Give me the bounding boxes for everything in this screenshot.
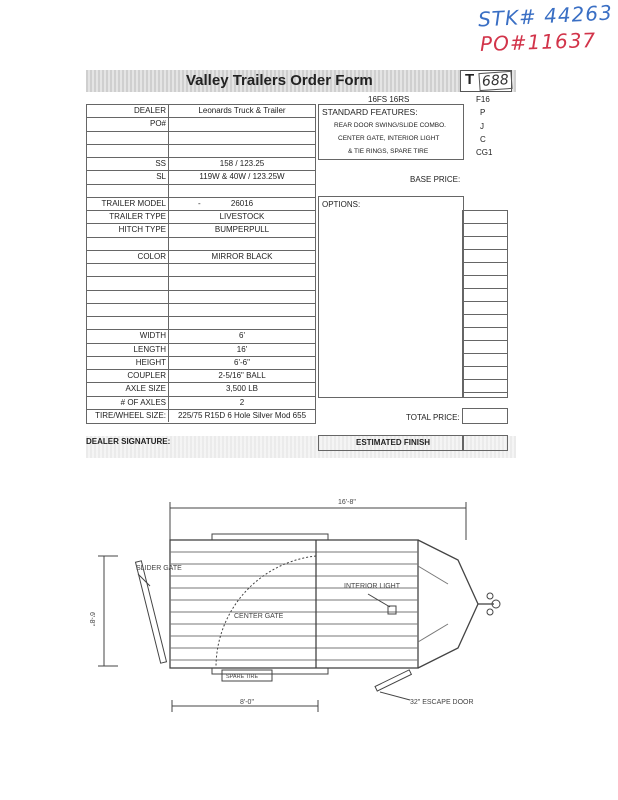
floor-slats — [170, 552, 418, 660]
escape-door-label: 32" ESCAPE DOOR — [410, 699, 474, 706]
overall-length-label: 16'-8" — [338, 499, 356, 506]
field-value: 6'-6" — [234, 357, 250, 367]
feature-code-4: CG1 — [476, 148, 493, 157]
interior-light-box — [388, 606, 396, 614]
feature-line-2: CENTER GATE, INTERIOR LIGHT — [338, 135, 440, 142]
field-value: 158 / 123.25 — [219, 159, 265, 168]
field-value: 26016 — [230, 198, 254, 208]
field-label: LENGTH — [133, 344, 166, 354]
field-label: TIRE/WHEEL SIZE: — [95, 410, 166, 420]
slider-gate-label: SLIDER GATE — [136, 565, 182, 572]
feature-line-3: & TIE RINGS, SPARE TIRE — [348, 148, 429, 155]
field-value: 2 — [239, 397, 245, 407]
field-label: SL — [156, 172, 166, 182]
escape-door-leader — [380, 692, 410, 700]
base-price-label: BASE PRICE: — [410, 175, 461, 184]
center-gate-label: CENTER GATE — [234, 613, 284, 620]
fender-top — [212, 534, 328, 540]
spare-tire-label: SPARE TIRE — [226, 674, 259, 680]
field-value: MIRROR BLACK — [211, 251, 273, 261]
field-label: DEALER — [133, 106, 166, 115]
field-label: SS — [155, 159, 166, 168]
field-value: 6' — [239, 331, 245, 341]
field-value: 2-5/16" BALL — [218, 371, 266, 380]
interior-light-label: INTERIOR LIGHT — [344, 583, 401, 590]
field-value: Leonards Truck & Trailer — [198, 106, 286, 115]
total-price-label: TOTAL PRICE: — [406, 413, 460, 422]
field-label: AXLE SIZE — [125, 384, 166, 394]
field-value: 16' — [236, 344, 248, 354]
po-number-handwriting: PO#11637 — [479, 27, 597, 57]
field-label: COUPLER — [127, 371, 166, 380]
trailer-body — [170, 540, 418, 668]
order-number: 688 — [478, 71, 512, 91]
field-value: 225/75 R15D 6 Hole Silver Mod 655 — [177, 410, 307, 420]
field-value: LIVESTOCK — [219, 212, 265, 221]
feature-line-1: REAR DOOR SWING/SLIDE COMBO. — [334, 122, 446, 129]
form-title: Valley Trailers Order Form — [186, 72, 373, 89]
field-label: HEIGHT — [135, 357, 166, 367]
model-codes-right: F16 — [476, 95, 490, 104]
field-value: 3,500 LB — [225, 384, 259, 394]
standard-features-heading: STANDARD FEATURES: — [322, 107, 418, 117]
options-label: OPTIONS: — [322, 200, 361, 209]
field-label: # OF AXLES — [120, 397, 166, 407]
width-label: 6'-8" — [88, 612, 95, 626]
dealer-signature-label: DEALER SIGNATURE: — [86, 437, 171, 446]
model-dash: - — [198, 198, 201, 208]
feature-code-1: P — [480, 108, 486, 117]
feature-code-3: C — [480, 135, 486, 144]
nose-slat-1 — [418, 566, 448, 584]
order-prefix: T — [465, 71, 475, 88]
bottom-dimension-label: 8'-0" — [240, 699, 254, 706]
model-codes-left: 16FS 16RS — [368, 95, 410, 104]
escape-door — [375, 670, 411, 691]
nose-cone — [418, 540, 478, 668]
hitch-chain — [487, 609, 493, 615]
field-value: 119W & 40W / 123.25W — [199, 172, 285, 182]
stock-number-handwriting: STK# 44263 — [477, 0, 614, 32]
field-label: WIDTH — [139, 331, 166, 341]
hitch-jack — [487, 593, 493, 599]
field-label: COLOR — [137, 251, 166, 261]
field-label: TRAILER TYPE — [109, 212, 166, 221]
field-label: HITCH TYPE — [118, 225, 166, 235]
nose-slat-2 — [418, 624, 448, 642]
field-value: BUMPERPULL — [214, 225, 270, 235]
estimated-finish-label: ESTIMATED FINISH — [356, 438, 431, 447]
feature-code-2: J — [480, 122, 484, 131]
field-label: TRAILER MODEL — [101, 198, 166, 208]
field-label: PO# — [149, 119, 166, 129]
